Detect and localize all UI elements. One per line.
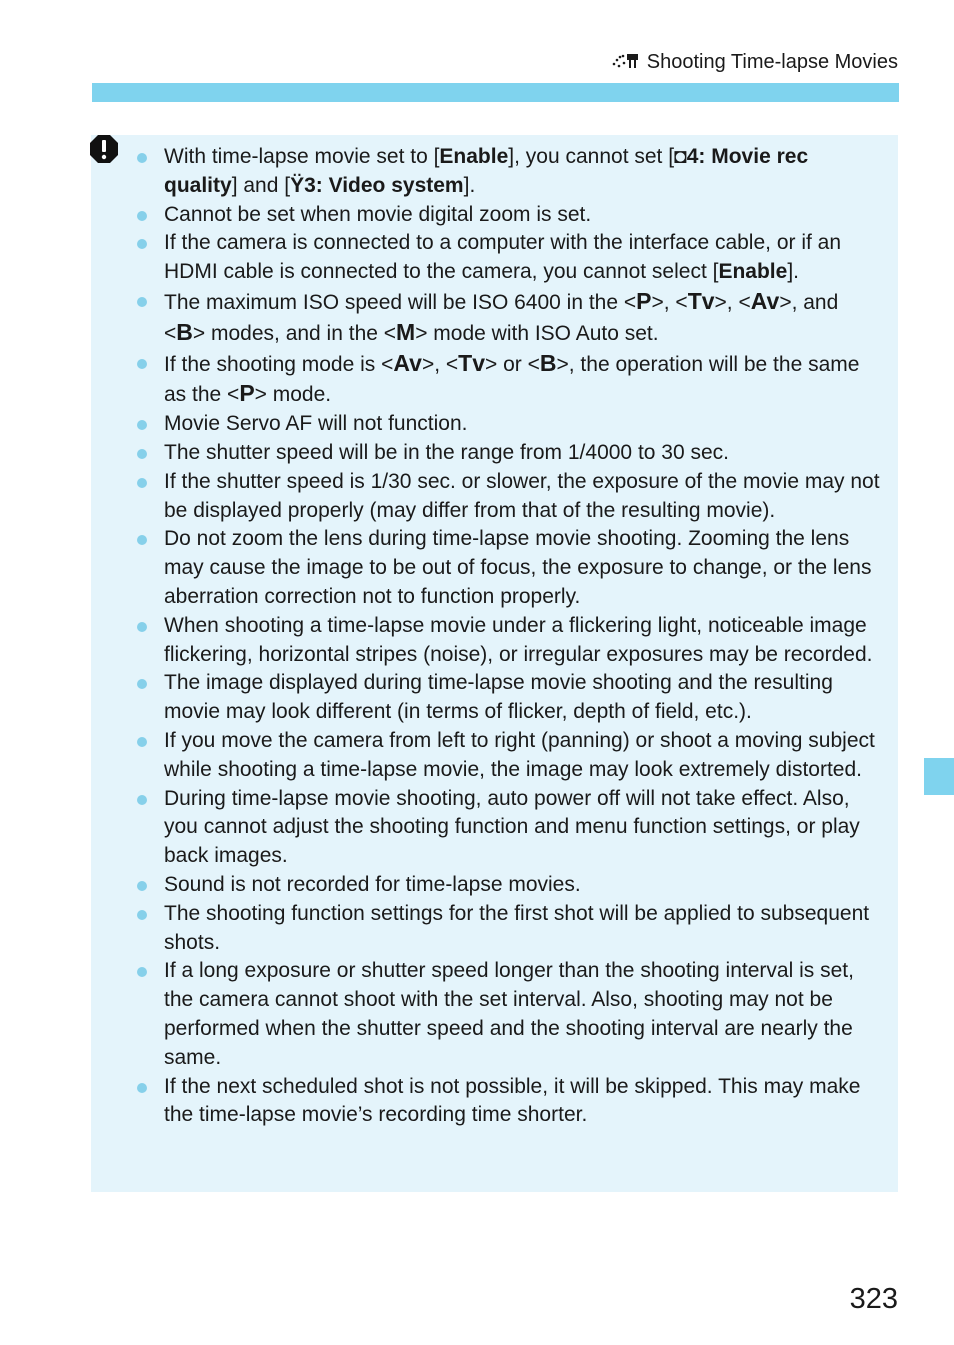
item-text: If the shutter speed is 1/30 sec. or slower, the exposure of the movie may not be displayed properly (may differ from that of the resulting movie). (164, 469, 880, 522)
item-text: During time-lapse movie shooting, auto power off will not take effect. Also, you cannot adjust the shooting function and menu function settings, or play back images. (164, 786, 860, 868)
caution-item (136, 349, 884, 411)
item-text: > or < (485, 352, 540, 376)
header-title: Shooting Time-lapse Movies (646, 51, 898, 73)
item-text: Movie Servo AF will not function. (164, 412, 468, 436)
item-text: ]. (463, 173, 476, 197)
bold-term: Enable (718, 260, 788, 284)
item-text: > modes, and in the < (192, 321, 397, 345)
caution-item (136, 439, 884, 468)
running-header (611, 50, 898, 75)
mode-symbol: Av (393, 349, 422, 376)
caution-item (136, 201, 884, 230)
item-text: ] and [ (231, 173, 291, 197)
item-text: If the shooting mode is < (164, 352, 394, 376)
caution-item (136, 785, 884, 871)
item-text: Do not zoom the lens during time-lapse movie shooting. Zooming the lens may cause the image to be out of focus, the exposure to change, or the lens aberration correction not to function properly. (164, 527, 872, 608)
item-text: If the next scheduled shot is not possible, it will be skipped. This may make the time-lapse movie’s recording time shorter. (164, 1074, 861, 1127)
item-text: >, and < (164, 290, 839, 345)
item-text: When shooting a time-lapse movie under a flickering light, noticeable image flickering, horizontal stripes (noise), or irregular exposures may be recorded. (164, 613, 873, 666)
mode-symbol: M (396, 318, 416, 345)
item-text: >, < (714, 290, 751, 314)
caution-item (136, 229, 884, 287)
item-text: The maximum ISO speed will be ISO 6400 in the < (164, 290, 637, 314)
mode-symbol: B (539, 349, 557, 376)
item-text: Cannot be set when movie digital zoom is set. (164, 202, 592, 226)
caution-item (136, 727, 884, 785)
caution-icon (89, 134, 119, 164)
item-text: With time-lapse movie set to [ (164, 145, 440, 168)
caution-item (136, 525, 884, 611)
item-text: ], you cannot set [ (508, 145, 675, 168)
caution-item (136, 871, 884, 900)
item-text: If the camera is connected to a computer with the interface cable, or if an HDMI cable is connected to the camera, you cannot select [ (164, 231, 842, 284)
mode-symbol: P (636, 287, 652, 314)
item-text: >, < (421, 352, 459, 376)
bold-term: Ÿ3: Video system (290, 173, 464, 197)
bold-term: Enable (439, 145, 509, 168)
item-text: >, < (651, 290, 688, 314)
item-text: > mode. (254, 383, 332, 407)
caution-item (136, 287, 884, 349)
item-text: > mode with ISO Auto set. (415, 321, 659, 345)
item-text: If a long exposure or shutter speed longer than the shooting interval is set, the camera cannot shoot with the set interval. Also, shooting may not be performed when the shutter speed and the shooting interval are nearly the same. (164, 959, 854, 1069)
caution-item (136, 900, 884, 958)
caution-item (136, 957, 884, 1072)
caution-item (136, 612, 884, 670)
mode-symbol: B (176, 318, 193, 345)
item-text: The image displayed during time-lapse movie shooting and the resulting movie may look different (in terms of flicker, depth of field, etc.). (164, 671, 833, 724)
item-text: ]. (787, 260, 799, 284)
mode-symbol: Av (750, 287, 780, 314)
item-text: The shooting function settings for the first shot will be applied to subsequent shots. (164, 901, 870, 954)
item-text: If you move the camera from left to right (panning) or shoot a moving subject while shooting a time-lapse movie, the image may look extremely distorted. (164, 728, 875, 781)
caution-list (136, 143, 884, 1130)
caution-item (136, 468, 884, 526)
chapter-tab (924, 758, 954, 795)
page-number: 323 (849, 1283, 898, 1315)
item-text: The shutter speed will be in the range from 1/4000 to 30 sec. (164, 440, 730, 464)
caution-item (136, 410, 884, 439)
caution-item (136, 669, 884, 727)
mode-symbol: Tv (458, 349, 485, 376)
bold-term: ◘4: Movie rec quality (164, 145, 809, 197)
header-rule (92, 83, 899, 102)
item-text: >, the operation will be the same as the < (164, 352, 860, 407)
mode-symbol: P (239, 380, 255, 407)
item-text: Sound is not recorded for time-lapse movies. (164, 872, 581, 896)
mode-symbol: Tv (687, 287, 715, 314)
caution-item (136, 1073, 884, 1131)
timelapse-movie-icon (611, 50, 641, 75)
caution-item (136, 143, 884, 201)
